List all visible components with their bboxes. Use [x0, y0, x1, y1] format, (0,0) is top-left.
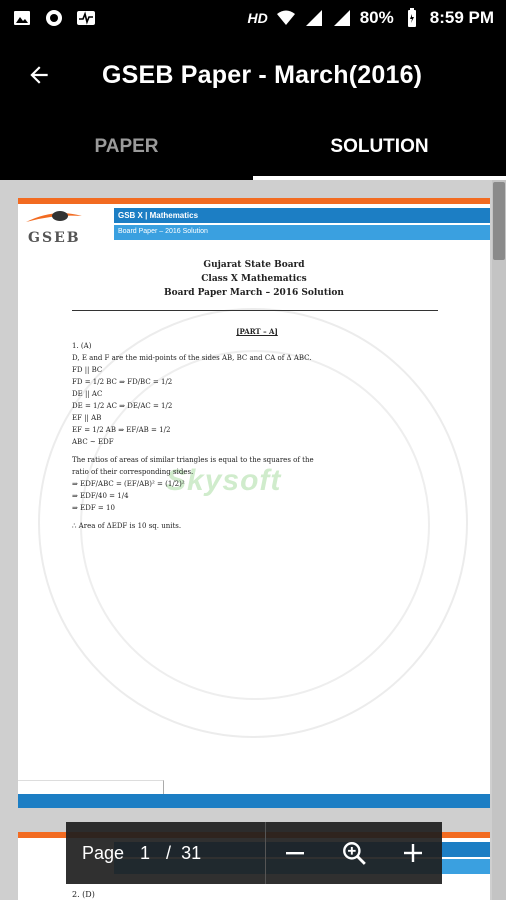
plus-icon	[401, 841, 425, 865]
content-line: FD = 1/2 BC ⇒ FD/BC = 1/2	[72, 378, 173, 386]
page-navigator	[66, 822, 442, 884]
document-header	[114, 208, 490, 240]
system-status	[247, 8, 494, 28]
page-label: Page	[82, 842, 125, 863]
arrow-back-icon	[26, 62, 52, 88]
content-line: ratio of their corresponding sides.	[72, 468, 194, 476]
page-separator: /	[166, 842, 172, 863]
logo-emblem-icon	[24, 208, 84, 228]
content-line: EF = 1/2 AB ⇒ EF/AB = 1/2	[72, 426, 171, 434]
document-title	[18, 258, 490, 300]
magnifier-plus-icon	[341, 840, 367, 866]
wifi-icon	[276, 8, 296, 28]
content-line: ⇒ EDF/ABC = (EF/AB)² = (1/2)²	[72, 480, 185, 488]
title-line: Gujarat State Board	[203, 260, 305, 270]
signal-icon	[304, 8, 324, 28]
app-bar	[0, 36, 506, 114]
battery-icon	[402, 8, 422, 28]
watermark-brand: Skysoft	[166, 464, 282, 497]
footer-divider	[18, 780, 164, 794]
title-line: Class X Mathematics	[201, 274, 307, 284]
content-line: The ratios of areas of similar triangles is equal to the squares of the	[72, 456, 314, 464]
signal-icon-2	[332, 8, 352, 28]
zoom-controls	[266, 833, 442, 873]
content-line: ∴ Area of ΔEDF is 10 sq. units.	[72, 522, 182, 530]
content-line: ABC ~ EDF	[72, 438, 114, 446]
battery-percent: 80%	[359, 8, 394, 27]
content-line: DE = 1/2 AC ⇒ DE/AC = 1/2	[72, 402, 173, 410]
divider	[72, 310, 438, 311]
tab-bar	[0, 114, 506, 180]
pulse-icon	[76, 8, 96, 28]
minus-icon	[283, 841, 307, 865]
pdf-viewer[interactable]	[0, 180, 506, 900]
status-bar	[0, 0, 506, 36]
content-line: ⇒ EDF/40 = 1/4	[72, 492, 129, 500]
header-subject: GSB X | Mathematics	[114, 208, 490, 223]
page-footer	[18, 794, 490, 808]
page-title: GSEB Paper - March(2016)	[102, 60, 423, 89]
tab-solution[interactable]: SOLUTION	[253, 114, 506, 180]
pdf-page	[18, 198, 490, 808]
content-line: 1. (A)	[72, 342, 92, 350]
zoom-in-button[interactable]	[393, 833, 433, 873]
record-icon	[44, 8, 64, 28]
header-sub: Board Paper – 2016 Solution	[114, 225, 490, 240]
network-type: HD	[247, 10, 268, 26]
total-pages: 31	[181, 842, 202, 863]
image-icon	[12, 8, 32, 28]
zoom-out-button[interactable]	[275, 833, 315, 873]
zoom-fit-button[interactable]	[334, 833, 374, 873]
logo-text: GSEB	[28, 230, 81, 246]
solution-content	[72, 326, 442, 532]
content-line: ⇒ EDF = 10	[72, 504, 115, 512]
content-line: EF || AB	[72, 414, 102, 422]
content-line: D, E and F are the mid-points of the sides AB, BC and CA of Δ ABC.	[72, 354, 312, 362]
content-line: DE || AC	[72, 390, 103, 398]
clock: 8:59 PM	[429, 8, 494, 27]
scrollbar[interactable]	[492, 180, 506, 900]
question-number: 2. (D)	[72, 890, 95, 899]
title-line: Board Paper March – 2016 Solution	[164, 288, 344, 298]
current-page-input[interactable]: 1	[140, 842, 151, 863]
notification-icons	[12, 8, 96, 28]
page-indicator	[66, 822, 266, 884]
tab-paper[interactable]: PAPER	[94, 136, 159, 157]
part-label: [PART – A]	[236, 327, 278, 336]
scroll-thumb[interactable]	[493, 182, 505, 260]
back-button[interactable]	[0, 36, 78, 114]
gseb-logo	[22, 202, 110, 246]
content-line: FD || BC	[72, 366, 103, 374]
